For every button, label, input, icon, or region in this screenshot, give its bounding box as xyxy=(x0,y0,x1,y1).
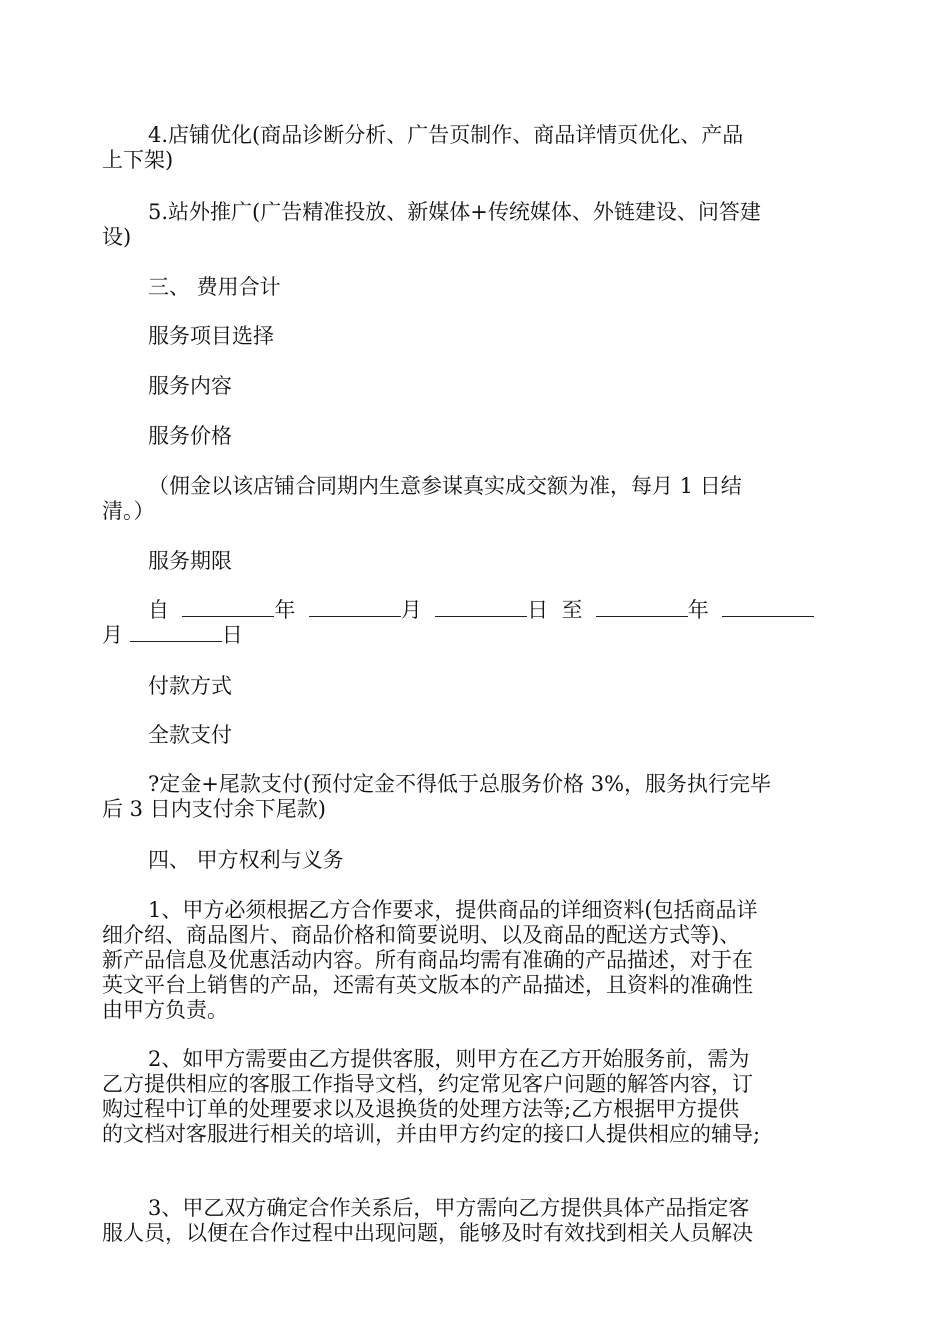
text-line: ?定金+尾款支付(预付定金不得低于总服务价格 3%，服务执行完毕 xyxy=(148,772,772,796)
to-label: 至 xyxy=(561,598,583,622)
label-text: 服务价格 xyxy=(148,424,232,448)
text-line: 5.站外推广(广告精准投放、新媒体+传统媒体、外链建设、问答建 xyxy=(148,200,761,224)
label-text: 服务项目选择 xyxy=(148,324,274,348)
text-line: 新产品信息及优惠活动内容。所有商品均需有准确的产品描述，对于在 xyxy=(102,948,753,972)
date-range-first-line xyxy=(102,598,852,623)
heading-text: 三、 费用合计 xyxy=(148,275,281,299)
text-line: 细介绍、商品图片、商品价格和简要说明、以及商品的配送方式等)、 xyxy=(102,923,741,947)
paragraph-item-3 xyxy=(102,1196,852,1246)
text-line: 服人员，以便在合作过程中出现问题，能够及时有效找到相关人员解决 xyxy=(102,1221,753,1245)
label-service-term xyxy=(102,549,852,574)
day-end-blank[interactable] xyxy=(130,623,222,642)
day-label: 日 xyxy=(527,598,549,622)
day-start-blank[interactable] xyxy=(435,598,527,617)
option-text: 全款支付 xyxy=(148,723,232,747)
text-line: 3、甲乙双方确定合作关系后，甲方需向乙方提供具体产品指定客 xyxy=(148,1196,750,1220)
year-label: 年 xyxy=(274,598,296,622)
label-text: 服务内容 xyxy=(148,374,232,398)
date-range-line xyxy=(102,598,852,648)
text-line: 2、如甲方需要由乙方提供客服，则甲方在乙方开始服务前，需为 xyxy=(148,1047,750,1071)
label-service-select xyxy=(102,324,852,349)
label-payment-method xyxy=(102,674,852,699)
text-line: 乙方提供相应的客服工作指导文档，约定常见客户问题的解答内容，订 xyxy=(102,1072,753,1096)
heading-text: 四、 甲方权利与义务 xyxy=(148,848,344,872)
label-text: 付款方式 xyxy=(148,674,232,698)
text-line: 由甲方负责。 xyxy=(102,998,228,1022)
from-label: 自 xyxy=(148,598,169,622)
paragraph-commission xyxy=(102,474,852,524)
paragraph-item-2 xyxy=(102,1047,852,1147)
day-label: 日 xyxy=(221,623,243,647)
month-label: 月 xyxy=(102,623,123,647)
paragraph-offsite-promotion xyxy=(102,200,852,250)
option-deposit-payment xyxy=(102,772,852,822)
year-label: 年 xyxy=(687,598,709,622)
text-line: 后 3 日内支付余下尾款) xyxy=(102,797,326,821)
text-line: 上下架) xyxy=(102,148,174,172)
text-line: 英文平台上销售的产品，还需有英文版本的产品描述，且资料的准确性 xyxy=(102,973,753,997)
text-line: 的文档对客服进行相关的培训，并由甲方约定的接口人提供相应的辅导; xyxy=(102,1122,761,1146)
text-line: （佣金以该店铺合同期内生意参谋真实成交额为准，每月 1 日结 xyxy=(148,474,742,498)
text-line: 购过程中订单的处理要求以及退换货的处理方法等;乙方根据甲方提供 xyxy=(102,1097,740,1121)
text-line: 1、甲方必须根据乙方合作要求，提供商品的详细资料(包括商品详 xyxy=(148,898,758,922)
month-label: 月 xyxy=(400,598,422,622)
label-service-price xyxy=(102,424,852,449)
date-range-second-line xyxy=(102,623,852,648)
label-service-content xyxy=(102,374,852,399)
year-end-blank[interactable] xyxy=(596,598,688,617)
option-full-payment xyxy=(102,723,852,748)
month-end-blank[interactable] xyxy=(722,598,814,617)
month-start-blank[interactable] xyxy=(309,598,401,617)
paragraph-item-1 xyxy=(102,898,852,1023)
paragraph-store-optimization xyxy=(102,123,852,173)
section-heading-party-a xyxy=(102,848,852,873)
text-line: 设) xyxy=(102,225,132,249)
text-line: 清。） xyxy=(102,499,155,523)
section-heading-fees xyxy=(102,275,852,300)
year-start-blank[interactable] xyxy=(182,598,274,617)
label-text: 服务期限 xyxy=(148,549,232,573)
text-line: 4.店铺优化(商品诊断分析、广告页制作、商品详情页优化、产品 xyxy=(148,123,744,147)
